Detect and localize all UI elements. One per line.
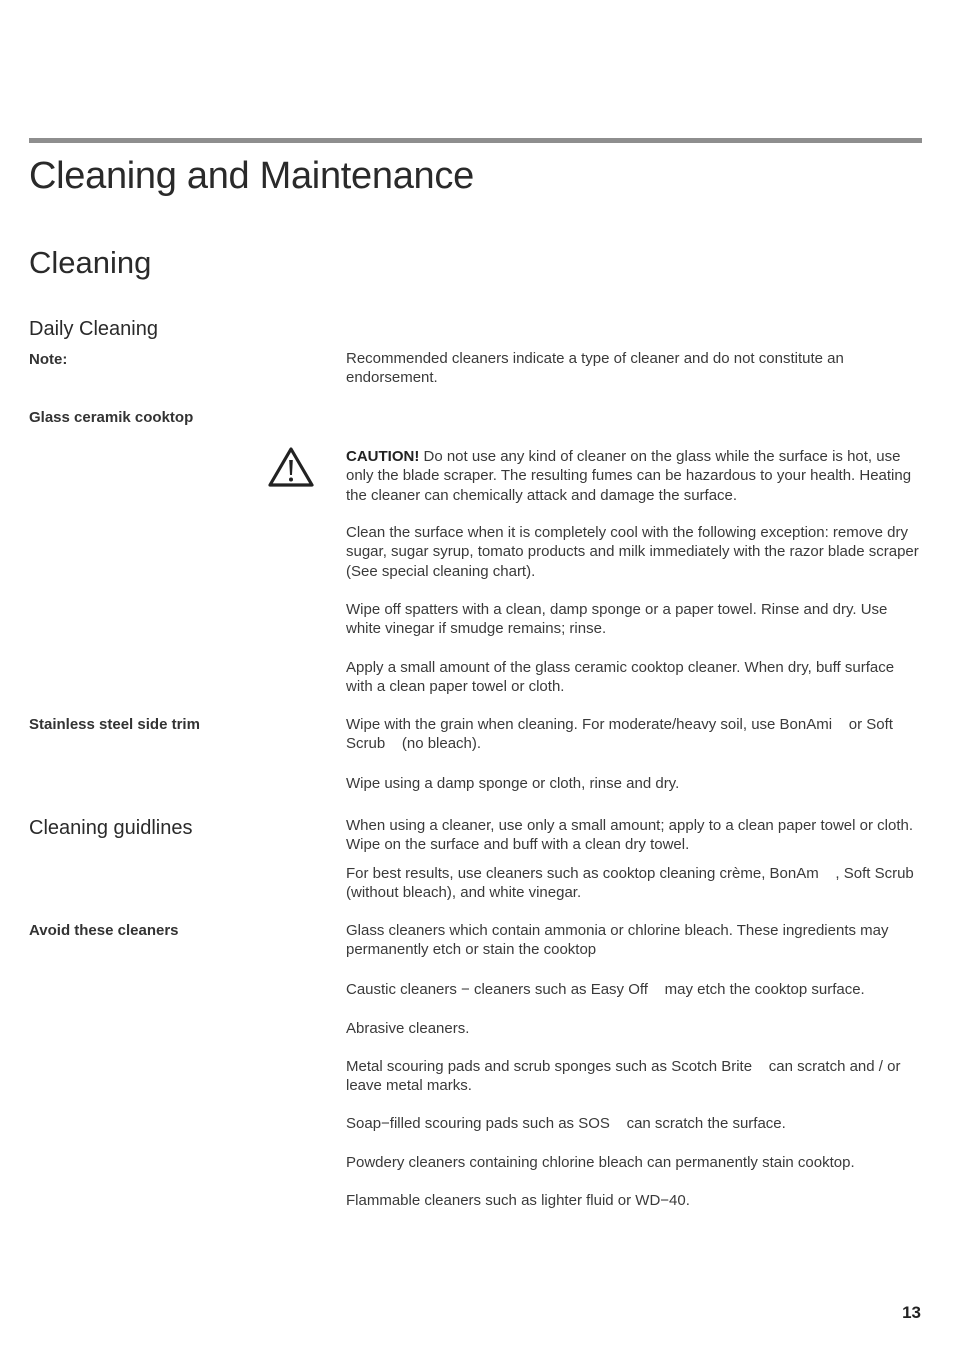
avoid-item-4: Metal scouring pads and scrub sponges such as Scotch Brite can scratch and / or leave metal marks. [346,1058,905,1095]
glass-cooktop-label: Glass ceramik cooktop [29,409,194,426]
warning-triangle-icon [267,446,315,488]
guidelines-paragraph-1: When using a cleaner, use only a small amount; apply to a clean paper towel or cloth. Wipe on the surface and buff with a clean dry towel. [346,817,913,854]
avoid-item-2: Caustic cleaners − cleaners such as Easy Off may etch the cooktop surface. [346,981,865,998]
steel-paragraph-2: Wipe using a damp sponge or cloth, rinse and dry. [346,775,680,792]
caution-label: CAUTION! [346,448,420,465]
avoid-item-3: Abrasive cleaners. [346,1020,470,1037]
glass-paragraph-4: Apply a small amount of the glass ceramic cooktop cleaner. When dry, buff surface with a clean paper towel or cloth. [346,659,895,696]
page-title: Cleaning and Maintenance [29,155,474,197]
avoid-item-1: Glass cleaners which contain ammonia or chlorine bleach. These ingredients may permanently etch or stain the cooktop [346,922,889,959]
avoid-item-6: Powdery cleaners containing chlorine bleach can permanently stain cooktop. [346,1154,855,1171]
steel-paragraph-1: Wipe with the grain when cleaning. For moderate/heavy soil, use BonAmi or Soft Scrub (no bleach). [346,716,898,753]
guidelines-paragraph-2: For best results, use cleaners such as cooktop cleaning crème, BonAm , Soft Scrub (without bleach), and white vinegar. [346,865,931,902]
page-number: 13 [902,1303,921,1322]
cleaning-guidelines-heading: Cleaning guidlines [29,817,193,839]
note-label: Note: [29,351,68,368]
avoid-item-7: Flammable cleaners such as lighter fluid or WD−40. [346,1192,690,1209]
note-text: Recommended cleaners indicate a type of cleaner and do not constitute an endorsement. [346,350,844,387]
caution-text: Do not use any kind of cleaner on the glass while the surface is hot, use only the blade scraper. The resulting fumes can be hazardous to your health. Heating the cleaner can chemically attack and damage the surface. [346,448,912,504]
avoid-cleaners-label: Avoid these cleaners [29,922,179,939]
glass-paragraph-3: Wipe off spatters with a clean, damp sponge or a paper towel. Rinse and dry. Use white vinegar if smudge remains; rinse. [346,601,888,638]
avoid-item-5: Soap−filled scouring pads such as SOS can scratch the surface. [346,1115,786,1132]
header-rule [29,138,922,143]
glass-paragraph-2: Clean the surface when it is completely cool with the following exception: remove dry sugar, sugar syrup, tomato products and milk immediately with the razor blade scraper (See special cleaning chart). [346,524,919,580]
section-title: Cleaning [29,245,152,280]
stainless-steel-label: Stainless steel side trim [29,716,200,733]
daily-cleaning-heading: Daily Cleaning [29,318,158,340]
caution-paragraph [346,447,922,505]
